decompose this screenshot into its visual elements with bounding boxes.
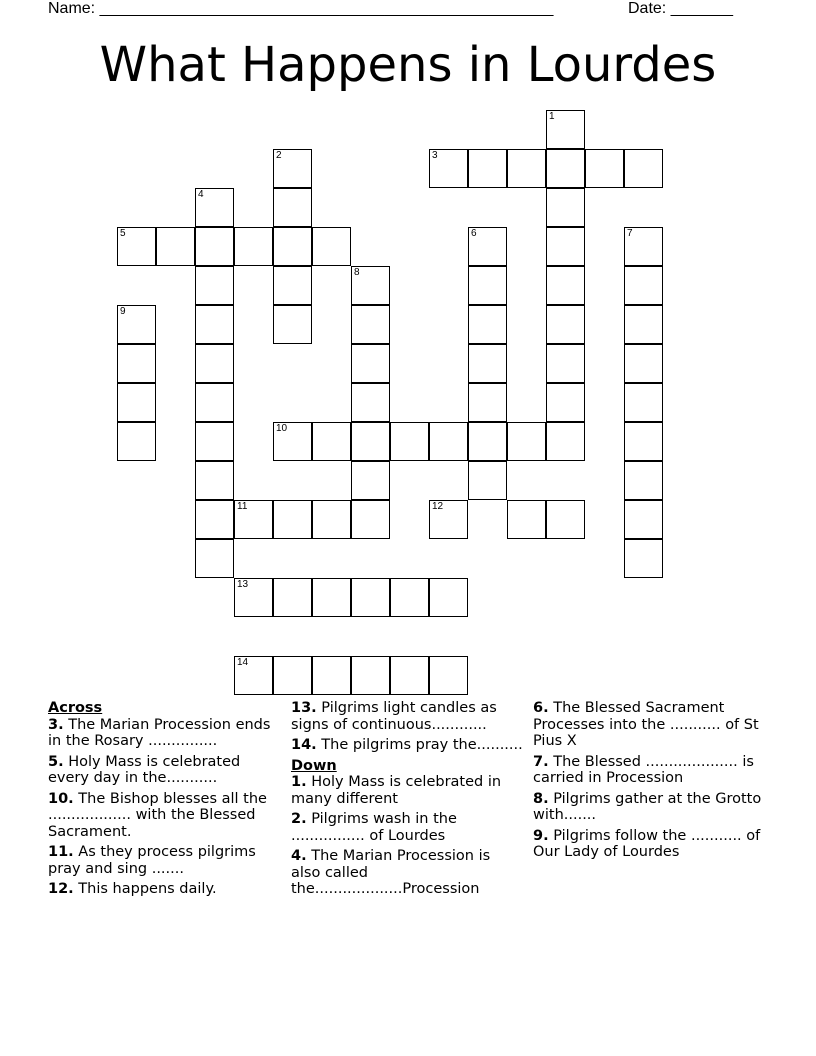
grid-cell[interactable] <box>117 344 156 383</box>
grid-cell[interactable] <box>546 383 585 422</box>
grid-cell[interactable] <box>468 266 507 305</box>
clue-down-4: 4. The Marian Procession is also called the...................Procession <box>291 848 491 897</box>
grid-cell[interactable] <box>468 305 507 344</box>
clue-number: 1 <box>549 111 555 122</box>
grid-cell[interactable] <box>429 578 468 617</box>
grid-cell[interactable] <box>312 500 351 539</box>
grid-cell[interactable] <box>195 305 234 344</box>
grid-cell[interactable] <box>351 383 390 422</box>
clues-column-3 <box>533 700 765 865</box>
clue-number: 7 <box>627 228 633 239</box>
date-field[interactable]: Date: _______ <box>628 0 733 17</box>
clue-across-10: 10. The Bishop blesses all the .................. with the Blessed Sacrament. <box>48 790 267 840</box>
grid-cell[interactable] <box>273 578 312 617</box>
clue-number: 5 <box>120 228 126 239</box>
clue-number: 11 <box>237 501 248 512</box>
grid-cell[interactable] <box>546 110 585 149</box>
clues-column-1 <box>48 700 280 902</box>
clue-across-5: 5. Holy Mass is celebrated every day in the........... <box>48 753 241 786</box>
clue-across-12: 12. This happens daily. <box>48 881 217 897</box>
grid-cell[interactable] <box>468 227 507 266</box>
clue-across-11: 11. As they process pilgrims pray and sing ....... <box>48 844 256 877</box>
grid-cell[interactable] <box>351 578 390 617</box>
clue-down-8: 8. Pilgrims gather at the Grotto with....... <box>533 790 762 823</box>
grid-cell[interactable] <box>351 305 390 344</box>
grid-cell[interactable] <box>312 656 351 695</box>
grid-cell[interactable] <box>312 422 351 461</box>
grid-cell[interactable] <box>195 188 234 227</box>
grid-cell[interactable] <box>273 500 312 539</box>
grid-cell[interactable] <box>468 461 507 500</box>
down-heading: Down <box>291 757 337 774</box>
grid-cell[interactable] <box>234 578 273 617</box>
grid-cell[interactable] <box>468 422 507 461</box>
grid-cell[interactable] <box>117 383 156 422</box>
clue-number: 9 <box>120 306 126 317</box>
grid-cell[interactable] <box>546 422 585 461</box>
grid-cell[interactable] <box>234 656 273 695</box>
clue-down-1: 1. Holy Mass is celebrated in many different <box>291 774 502 807</box>
grid-cell[interactable] <box>429 500 468 539</box>
grid-cell[interactable] <box>195 461 234 500</box>
grid-cell[interactable] <box>273 422 312 461</box>
grid-cell[interactable] <box>468 344 507 383</box>
grid-cell[interactable] <box>429 422 468 461</box>
grid-cell[interactable] <box>273 149 312 188</box>
clue-down-6: 6. The Blessed Sacrament Processes into the ........... of St Pius X <box>533 700 759 749</box>
clue-number: 3 <box>432 150 438 161</box>
grid-cell[interactable] <box>273 227 312 266</box>
grid-cell[interactable] <box>351 461 390 500</box>
grid-cell[interactable] <box>546 344 585 383</box>
grid-cell[interactable] <box>195 266 234 305</box>
clue-down-7: 7. The Blessed .................... is carried in Procession <box>533 753 754 786</box>
grid-cell[interactable] <box>390 656 429 695</box>
grid-cell[interactable] <box>429 149 468 188</box>
clue-number: 6 <box>471 228 477 239</box>
clue-down-2: 2. Pilgrims wash in the ................ of Lourdes <box>291 811 457 844</box>
grid-cell[interactable] <box>195 344 234 383</box>
grid-cell[interactable] <box>429 656 468 695</box>
grid-cell[interactable] <box>507 149 546 188</box>
clue-across-3: 3. The Marian Procession ends in the Rosary ............... <box>48 716 271 749</box>
grid-cell[interactable] <box>312 227 351 266</box>
name-field[interactable]: Name: ___________________________________________________ <box>48 0 554 17</box>
clue-number: 12 <box>432 501 444 512</box>
grid-cell[interactable] <box>624 461 663 500</box>
grid-cell[interactable] <box>624 383 663 422</box>
grid-cell[interactable] <box>624 305 663 344</box>
clue-across-13: 13. Pilgrims light candles as signs of continuous............ <box>291 700 497 733</box>
clue-number: 8 <box>354 267 360 278</box>
grid-cell[interactable] <box>273 188 312 227</box>
grid-cell[interactable] <box>624 149 663 188</box>
clue-number: 10 <box>276 423 288 434</box>
grid-cell[interactable] <box>546 227 585 266</box>
grid-cell[interactable] <box>546 500 585 539</box>
grid-cell[interactable] <box>468 383 507 422</box>
grid-cell[interactable] <box>624 539 663 578</box>
grid-cell[interactable] <box>156 227 195 266</box>
grid-cell[interactable] <box>117 422 156 461</box>
clues-column-2 <box>291 700 523 902</box>
grid-cell[interactable] <box>546 149 585 188</box>
grid-cell[interactable] <box>624 500 663 539</box>
grid-cell[interactable] <box>351 344 390 383</box>
grid-cell[interactable] <box>546 305 585 344</box>
clue-number: 13 <box>237 579 249 590</box>
grid-cell[interactable] <box>117 227 156 266</box>
grid-cell[interactable] <box>195 539 234 578</box>
grid-cell[interactable] <box>390 578 429 617</box>
grid-cell[interactable] <box>468 149 507 188</box>
clue-across-14: 14. The pilgrims pray the.......... <box>291 737 523 753</box>
grid-cell[interactable] <box>546 188 585 227</box>
grid-cell[interactable] <box>234 227 273 266</box>
clue-number: 14 <box>237 657 249 668</box>
grid-cell[interactable] <box>312 578 351 617</box>
grid-cell[interactable] <box>195 227 234 266</box>
grid-cell[interactable] <box>507 422 546 461</box>
page-title: What Happens in Lourdes <box>99 37 717 93</box>
grid-cell[interactable] <box>624 227 663 266</box>
clue-down-9: 9. Pilgrims follow the ........... of Our Lady of Lourdes <box>533 827 761 860</box>
grid-cell[interactable] <box>273 305 312 344</box>
clue-number: 2 <box>276 150 282 161</box>
grid-cell[interactable] <box>624 344 663 383</box>
grid-cell[interactable] <box>585 149 624 188</box>
clue-number: 4 <box>198 189 204 200</box>
grid-cell[interactable] <box>507 500 546 539</box>
grid-cell[interactable] <box>195 422 234 461</box>
grid-cell[interactable] <box>273 266 312 305</box>
grid-cell[interactable] <box>351 500 390 539</box>
grid-cell[interactable] <box>546 266 585 305</box>
grid-cell[interactable] <box>195 383 234 422</box>
grid-cell[interactable] <box>624 422 663 461</box>
grid-cell[interactable] <box>195 500 234 539</box>
grid-cell[interactable] <box>351 422 390 461</box>
grid-cell[interactable] <box>390 422 429 461</box>
grid-cell[interactable] <box>624 266 663 305</box>
grid-cell[interactable] <box>273 656 312 695</box>
grid-cell[interactable] <box>351 656 390 695</box>
grid-cell[interactable] <box>117 305 156 344</box>
across-heading: Across <box>48 700 103 716</box>
grid-cell[interactable] <box>351 266 390 305</box>
grid-cell[interactable] <box>234 500 273 539</box>
